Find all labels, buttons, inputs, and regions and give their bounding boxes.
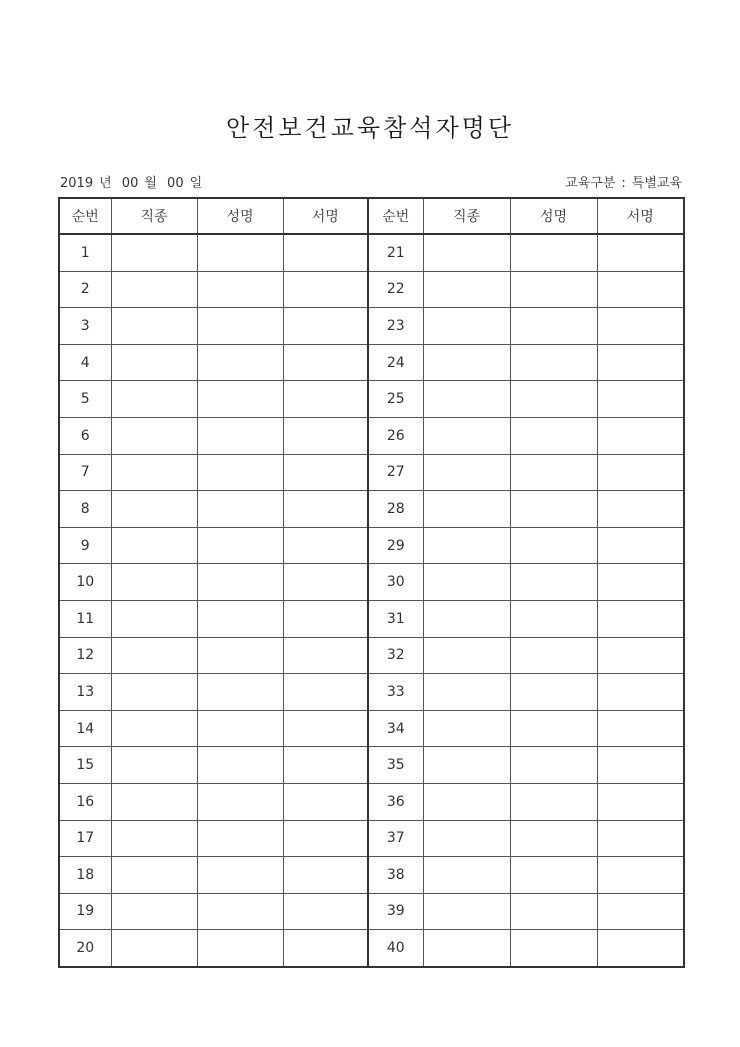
job-cell-left[interactable]: [111, 820, 197, 857]
signature-cell-left[interactable]: [283, 491, 368, 528]
table-row: [59, 747, 684, 784]
job-cell-right[interactable]: [423, 234, 510, 271]
job-cell-left[interactable]: [111, 857, 197, 894]
attendee-table: [58, 197, 685, 968]
job-cell-left[interactable]: [111, 527, 197, 564]
signature-cell-right[interactable]: [597, 491, 684, 528]
name-cell-left[interactable]: [197, 820, 283, 857]
name-cell-right[interactable]: [510, 564, 597, 601]
row-number-right: 33: [368, 674, 423, 711]
header-name-left: 성명: [197, 198, 283, 234]
signature-cell-right[interactable]: [597, 637, 684, 674]
table-row: [59, 783, 684, 820]
signature-cell-left[interactable]: [283, 381, 368, 418]
row-number-right: 28: [368, 491, 423, 528]
table-row: [59, 491, 684, 528]
name-cell-left[interactable]: [197, 637, 283, 674]
job-cell-right[interactable]: [423, 783, 510, 820]
row-number-left: 14: [59, 710, 111, 747]
row-number-left: 13: [59, 674, 111, 711]
name-cell-left[interactable]: [197, 308, 283, 345]
row-number-left: 15: [59, 747, 111, 784]
education-type-value: 특별교육: [631, 176, 682, 191]
row-number-right: 35: [368, 747, 423, 784]
signature-cell-left[interactable]: [283, 783, 368, 820]
signature-cell-right[interactable]: [597, 930, 684, 967]
date-day-unit: 일: [189, 176, 203, 191]
row-number-right: 34: [368, 710, 423, 747]
table-row: [59, 527, 684, 564]
name-cell-right[interactable]: [510, 600, 597, 637]
row-number-right: 31: [368, 600, 423, 637]
table-row: [59, 344, 684, 381]
name-cell-right[interactable]: [510, 271, 597, 308]
job-cell-left[interactable]: [111, 747, 197, 784]
signature-cell-right[interactable]: [597, 893, 684, 930]
education-type-label: 교육구분: [565, 176, 616, 191]
row-number-left: 6: [59, 417, 111, 454]
table-row: [59, 893, 684, 930]
job-cell-right[interactable]: [423, 417, 510, 454]
job-cell-left[interactable]: [111, 783, 197, 820]
job-cell-left[interactable]: [111, 417, 197, 454]
name-cell-right[interactable]: [510, 417, 597, 454]
name-cell-right[interactable]: [510, 674, 597, 711]
row-number-left: 11: [59, 600, 111, 637]
row-number-left: 16: [59, 783, 111, 820]
row-number-left: 7: [59, 454, 111, 491]
job-cell-right[interactable]: [423, 491, 510, 528]
table-row: [59, 454, 684, 491]
signature-cell-right[interactable]: [597, 710, 684, 747]
job-cell-right[interactable]: [423, 674, 510, 711]
name-cell-left[interactable]: [197, 747, 283, 784]
job-cell-left[interactable]: [111, 710, 197, 747]
name-cell-left[interactable]: [197, 344, 283, 381]
job-cell-left[interactable]: [111, 308, 197, 345]
table-row: [59, 710, 684, 747]
name-cell-left[interactable]: [197, 564, 283, 601]
signature-cell-right[interactable]: [597, 234, 684, 271]
job-cell-right[interactable]: [423, 637, 510, 674]
signature-cell-right[interactable]: [597, 820, 684, 857]
row-number-right: 27: [368, 454, 423, 491]
table-header-row: [59, 198, 684, 234]
signature-cell-right[interactable]: [597, 271, 684, 308]
row-number-left: 4: [59, 344, 111, 381]
name-cell-right[interactable]: [510, 820, 597, 857]
date-year-unit: 년: [99, 176, 112, 191]
row-number-left: 18: [59, 857, 111, 894]
row-number-left: 8: [59, 491, 111, 528]
row-number-right: 26: [368, 417, 423, 454]
header-job-left: 직종: [111, 198, 197, 234]
date-month-unit: 월: [144, 176, 157, 191]
job-cell-right[interactable]: [423, 600, 510, 637]
row-number-right: 21: [368, 234, 423, 271]
table-row: [59, 381, 684, 418]
job-cell-right[interactable]: [423, 381, 510, 418]
job-cell-right[interactable]: [423, 344, 510, 381]
signature-cell-left[interactable]: [283, 454, 368, 491]
name-cell-left[interactable]: [197, 271, 283, 308]
header-signature-right: 서명: [597, 198, 684, 234]
row-number-left: 1: [59, 234, 111, 271]
job-cell-right[interactable]: [423, 930, 510, 967]
job-cell-right[interactable]: [423, 527, 510, 564]
row-number-right: 23: [368, 308, 423, 345]
job-cell-right[interactable]: [423, 564, 510, 601]
name-cell-right[interactable]: [510, 381, 597, 418]
name-cell-left[interactable]: [197, 857, 283, 894]
job-cell-left[interactable]: [111, 344, 197, 381]
name-cell-right[interactable]: [510, 454, 597, 491]
row-number-right: 39: [368, 893, 423, 930]
signature-cell-right[interactable]: [597, 857, 684, 894]
name-cell-left[interactable]: [197, 710, 283, 747]
name-cell-right[interactable]: [510, 747, 597, 784]
job-cell-left[interactable]: [111, 637, 197, 674]
job-cell-left[interactable]: [111, 564, 197, 601]
row-number-right: 40: [368, 930, 423, 967]
job-cell-left[interactable]: [111, 454, 197, 491]
job-cell-left[interactable]: [111, 600, 197, 637]
table-row: [59, 600, 684, 637]
name-cell-left[interactable]: [197, 783, 283, 820]
name-cell-right[interactable]: [510, 234, 597, 271]
table-row: [59, 637, 684, 674]
job-cell-right[interactable]: [423, 271, 510, 308]
job-cell-left[interactable]: [111, 381, 197, 418]
table-row: [59, 820, 684, 857]
job-cell-right[interactable]: [423, 820, 510, 857]
job-cell-left[interactable]: [111, 674, 197, 711]
name-cell-left[interactable]: [197, 454, 283, 491]
table-row: [59, 308, 684, 345]
row-number-left: 17: [59, 820, 111, 857]
signature-cell-left[interactable]: [283, 271, 368, 308]
page-title: 안전보건교육참석자명단: [225, 114, 515, 142]
signature-cell-left[interactable]: [283, 674, 368, 711]
signature-cell-right[interactable]: [597, 747, 684, 784]
job-cell-left[interactable]: [111, 491, 197, 528]
row-number-right: 30: [368, 564, 423, 601]
signature-cell-left[interactable]: [283, 234, 368, 271]
table-row: [59, 857, 684, 894]
name-cell-right[interactable]: [510, 710, 597, 747]
signature-cell-left[interactable]: [283, 710, 368, 747]
signature-cell-right[interactable]: [597, 600, 684, 637]
table-row: [59, 564, 684, 601]
signature-cell-right[interactable]: [597, 527, 684, 564]
education-date: [60, 172, 208, 191]
job-cell-right[interactable]: [423, 893, 510, 930]
table-row: [59, 930, 684, 967]
name-cell-left[interactable]: [197, 234, 283, 271]
row-number-right: 22: [368, 271, 423, 308]
table-row: [59, 271, 684, 308]
date-day: 00: [167, 176, 184, 191]
name-cell-left[interactable]: [197, 381, 283, 418]
signature-cell-left[interactable]: [283, 820, 368, 857]
name-cell-left[interactable]: [197, 600, 283, 637]
name-cell-right[interactable]: [510, 491, 597, 528]
signature-cell-left[interactable]: [283, 637, 368, 674]
job-cell-left[interactable]: [111, 271, 197, 308]
job-cell-right[interactable]: [423, 747, 510, 784]
signature-cell-left[interactable]: [283, 344, 368, 381]
signature-cell-left[interactable]: [283, 308, 368, 345]
job-cell-right[interactable]: [423, 857, 510, 894]
signature-cell-left[interactable]: [283, 527, 368, 564]
name-cell-right[interactable]: [510, 344, 597, 381]
row-number-left: 5: [59, 381, 111, 418]
signature-cell-left[interactable]: [283, 600, 368, 637]
row-number-right: 29: [368, 527, 423, 564]
name-cell-left[interactable]: [197, 527, 283, 564]
row-number-right: 25: [368, 381, 423, 418]
table-row: [59, 417, 684, 454]
row-number-right: 24: [368, 344, 423, 381]
signature-cell-left[interactable]: [283, 857, 368, 894]
signature-cell-right[interactable]: [597, 381, 684, 418]
signature-cell-left[interactable]: [283, 417, 368, 454]
date-year: 2019: [60, 176, 94, 191]
education-type-separator: :: [621, 176, 626, 191]
signature-cell-right[interactable]: [597, 454, 684, 491]
job-cell-left[interactable]: [111, 234, 197, 271]
row-number-right: 38: [368, 857, 423, 894]
signature-cell-right[interactable]: [597, 344, 684, 381]
signature-cell-right[interactable]: [597, 308, 684, 345]
name-cell-right[interactable]: [510, 930, 597, 967]
signature-cell-left[interactable]: [283, 930, 368, 967]
signature-cell-right[interactable]: [597, 674, 684, 711]
name-cell-left[interactable]: [197, 674, 283, 711]
header-job-right: 직종: [423, 198, 510, 234]
row-number-left: 12: [59, 637, 111, 674]
job-cell-right[interactable]: [423, 454, 510, 491]
signature-cell-right[interactable]: [597, 417, 684, 454]
row-number-right: 36: [368, 783, 423, 820]
signature-cell-left[interactable]: [283, 564, 368, 601]
name-cell-left[interactable]: [197, 930, 283, 967]
name-cell-right[interactable]: [510, 857, 597, 894]
row-number-right: 32: [368, 637, 423, 674]
name-cell-right[interactable]: [510, 637, 597, 674]
header-number-right: 순번: [368, 198, 423, 234]
job-cell-right[interactable]: [423, 308, 510, 345]
signature-cell-right[interactable]: [597, 783, 684, 820]
name-cell-left[interactable]: [197, 417, 283, 454]
table-row: [59, 234, 684, 271]
name-cell-right[interactable]: [510, 893, 597, 930]
education-type: [565, 172, 682, 191]
row-number-left: 3: [59, 308, 111, 345]
name-cell-left[interactable]: [197, 491, 283, 528]
row-number-left: 19: [59, 893, 111, 930]
job-cell-right[interactable]: [423, 710, 510, 747]
header-name-right: 성명: [510, 198, 597, 234]
header-number-left: 순번: [59, 198, 111, 234]
row-number-left: 20: [59, 930, 111, 967]
signature-cell-left[interactable]: [283, 747, 368, 784]
name-cell-left[interactable]: [197, 893, 283, 930]
date-month: 00: [121, 176, 139, 191]
name-cell-right[interactable]: [510, 308, 597, 345]
job-cell-left[interactable]: [111, 930, 197, 967]
row-number-left: 2: [59, 271, 111, 308]
job-cell-left[interactable]: [111, 893, 197, 930]
signature-cell-right[interactable]: [597, 564, 684, 601]
header-signature-left: 서명: [283, 198, 368, 234]
row-number-left: 9: [59, 527, 111, 564]
signature-cell-left[interactable]: [283, 893, 368, 930]
row-number-left: 10: [59, 564, 111, 601]
table-row: [59, 674, 684, 711]
name-cell-right[interactable]: [510, 527, 597, 564]
row-number-right: 37: [368, 820, 423, 857]
name-cell-right[interactable]: [510, 783, 597, 820]
